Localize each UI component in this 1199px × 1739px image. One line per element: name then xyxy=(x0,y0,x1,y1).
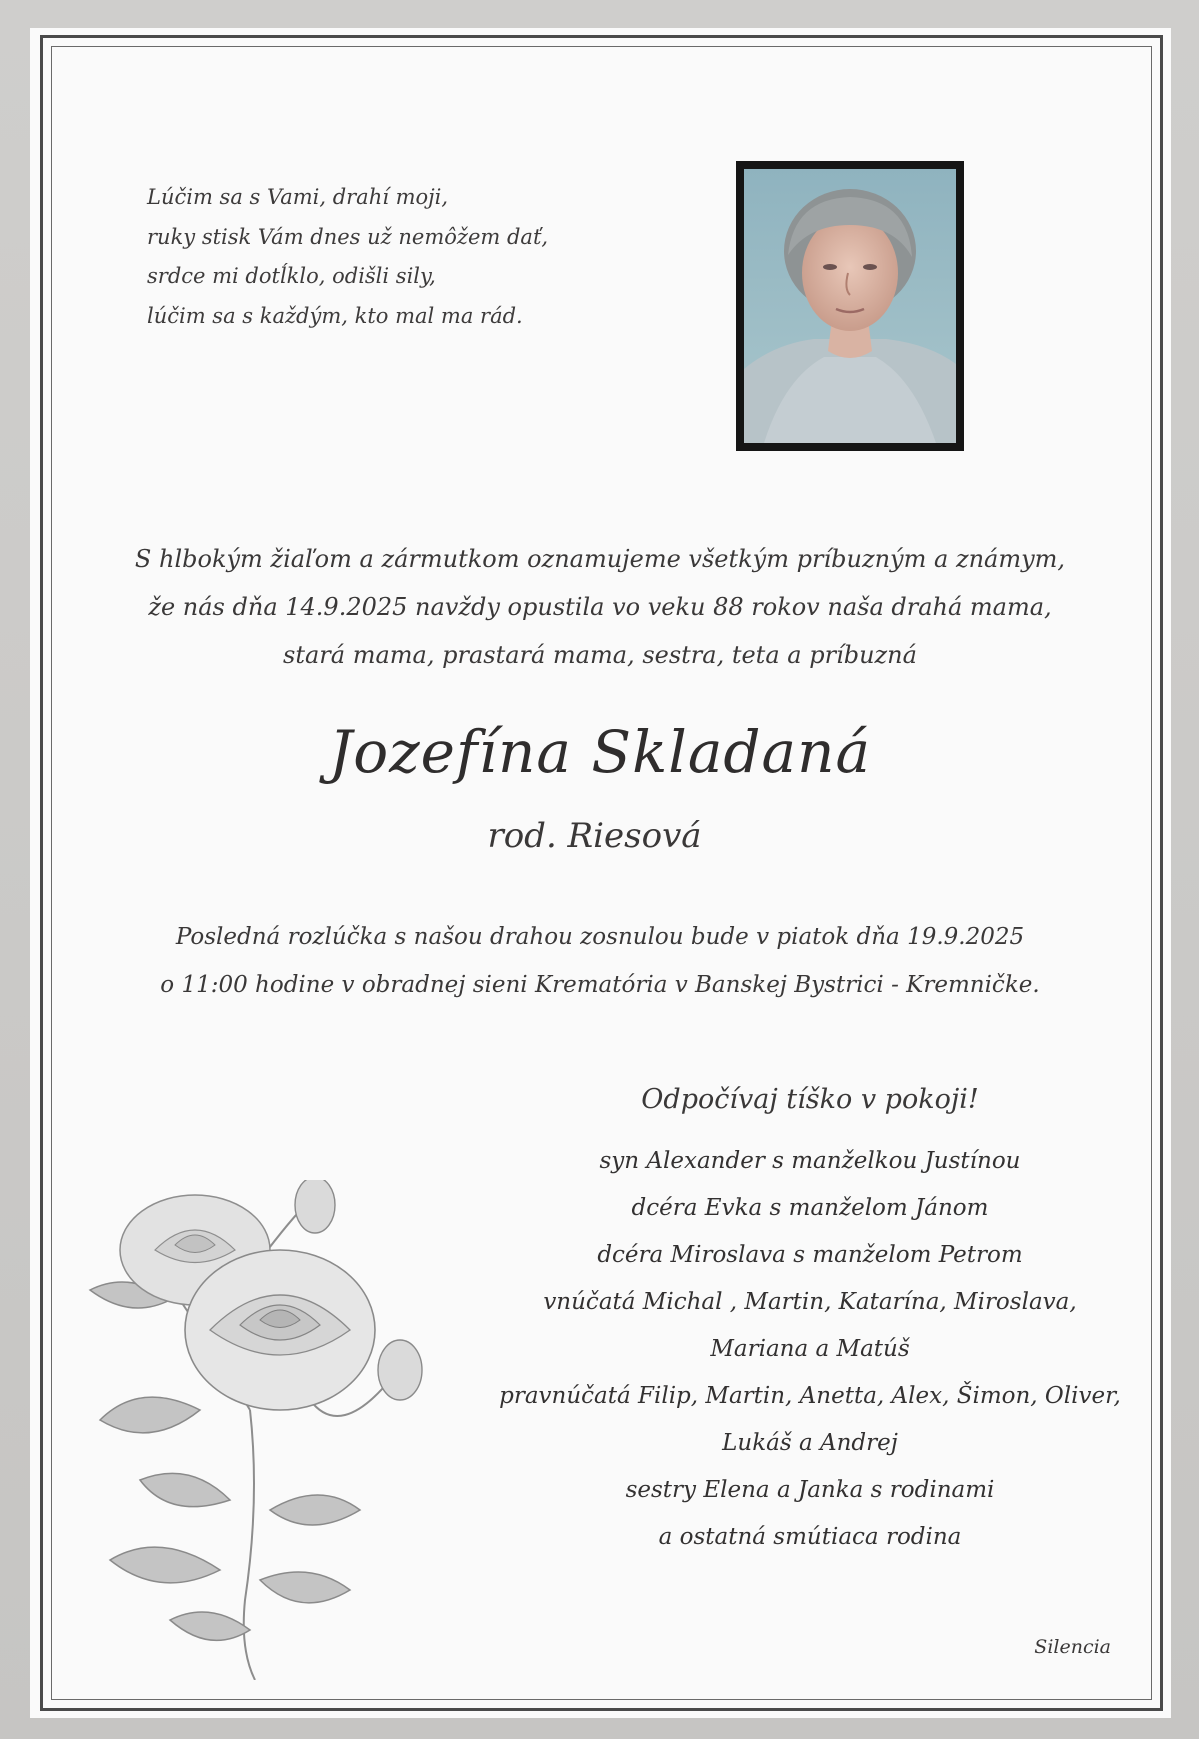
maiden-name: rod. Riesová xyxy=(487,816,702,856)
poem-line: lúčim sa s každým, kto mal ma rád. xyxy=(147,303,523,328)
portrait-photo xyxy=(736,161,964,451)
funeral-line: Posledná rozlúčka s našou drahou zosnulou bude v piatok dňa 19.9.2025 xyxy=(175,924,1025,950)
poem-line: ruky stisk Vám dnes už nemôžem dať, xyxy=(147,224,549,249)
poem-line: srdce mi dotĺklo, odišli sily, xyxy=(147,264,436,288)
mourner-line: dcéra Miroslava s manželom Petrom xyxy=(597,1242,1023,1268)
announcement-line: S hlbokým žiaľom a zármutkom oznamujeme všetkým príbuzným a známym, xyxy=(134,545,1066,573)
announcement-line: stará mama, prastará mama, sestra, teta a príbuzná xyxy=(283,641,917,669)
rest-in-peace: Odpočívaj tíško v pokoji! xyxy=(641,1084,979,1115)
farewell-poem xyxy=(147,178,548,336)
mourner-line: pravnúčatá Filip, Martin, Anetta, Alex, Šimon, Oliver, xyxy=(499,1383,1121,1409)
announcement xyxy=(60,535,1140,679)
funeral-line: o 11:00 hodine v obradnej sieni Krematória v Banskej Bystrici - Kremničke. xyxy=(160,972,1040,998)
mourner-line: Mariana a Matúš xyxy=(710,1336,910,1362)
brand-signature: Silencia xyxy=(1034,1636,1111,1658)
mourner-line: dcéra Evka s manželom Jánom xyxy=(631,1195,989,1221)
roses-decoration xyxy=(60,1180,480,1680)
mourner-line: vnúčatá Michal , Martin, Katarína, Miroslava, xyxy=(543,1289,1077,1315)
mourner-line: Lukáš a Andrej xyxy=(722,1430,898,1456)
funeral-details xyxy=(60,913,1140,1009)
mourner-line: sestry Elena a Janka s rodinami xyxy=(625,1477,995,1503)
poem-line: Lúčim sa s Vami, drahí moji, xyxy=(147,185,449,209)
announcement-line: že nás dňa 14.9.2025 navždy opustila vo veku 88 rokov naša drahá mama, xyxy=(148,593,1052,621)
mourner-line: a ostatná smútiaca rodina xyxy=(658,1524,962,1550)
deceased-name: Jozefína Skladaná xyxy=(328,718,872,786)
portrait-image xyxy=(744,169,956,443)
mourner-line: syn Alexander s manželkou Justínou xyxy=(599,1148,1021,1174)
mourners-list xyxy=(470,1138,1150,1561)
